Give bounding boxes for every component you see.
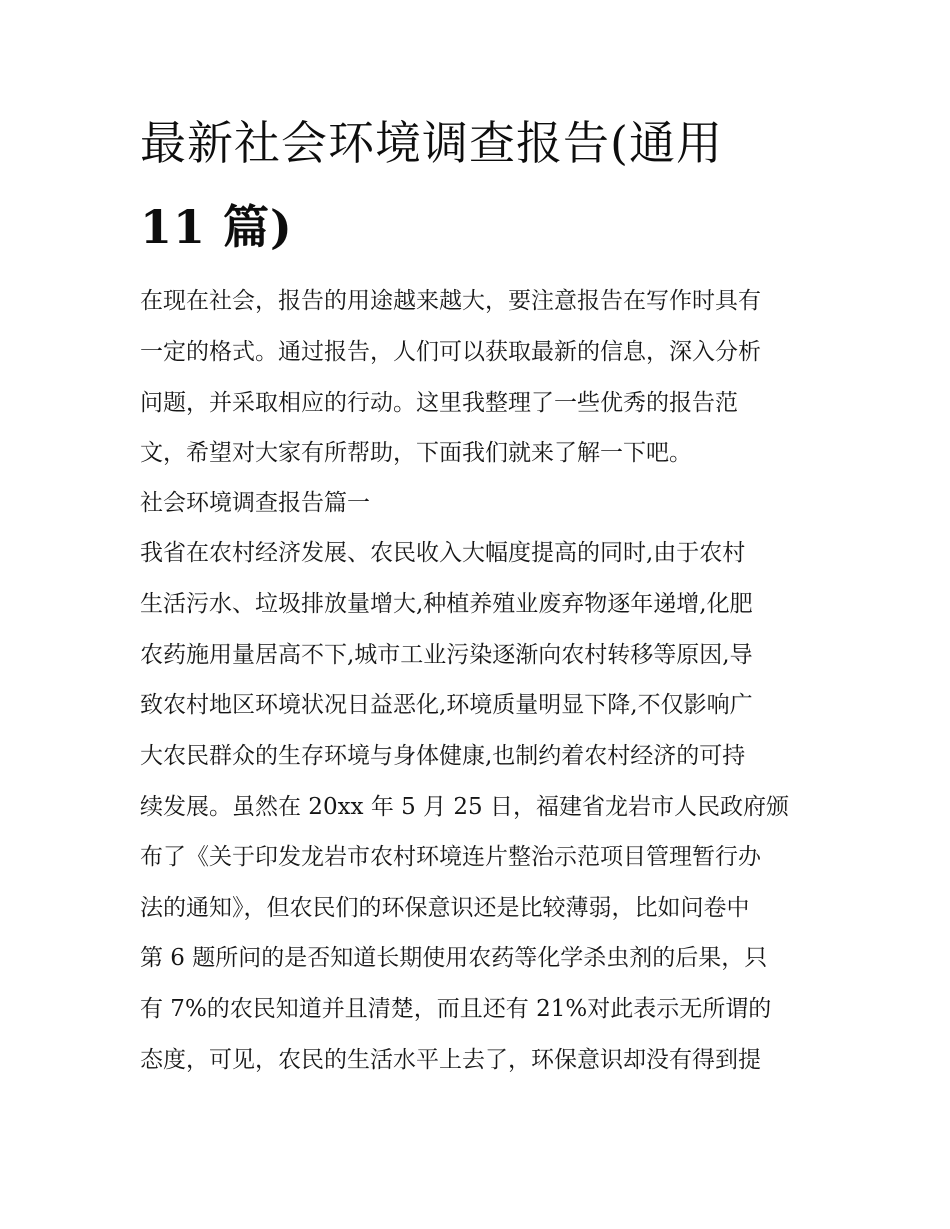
body-line-11: 续发展。虽然在 20xx 年 5 月 25 日，福建省龙岩市人民政府颁 bbox=[140, 794, 789, 820]
body-line-4: 文，希望对大家有所帮助，下面我们就来了解一下吧。 bbox=[140, 440, 692, 466]
body-line-6: 我省在农村经济发展、农民收入大幅度提高的同时,由于农村 bbox=[140, 540, 746, 566]
title-line-1: 最新社会环境调查报告(通用 bbox=[140, 116, 723, 170]
body-line-14: 第 6 题所问的是否知道长期使用农药等化学杀虫剂的后果，只 bbox=[140, 945, 768, 971]
body-line-9: 致农村地区环境状况日益恶化,环境质量明显下降,不仅影响广 bbox=[140, 692, 753, 718]
body-line-15: 有 7%的农民知道并且清楚，而且还有 21%对此表示无所谓的 bbox=[140, 996, 772, 1022]
body-line-10: 大农民群众的生存环境与身体健康,也制约着农村经济的可持 bbox=[140, 743, 746, 769]
body-line-1: 在现在社会，报告的用途越来越大，要注意报告在写作时具有 bbox=[140, 288, 761, 314]
body-line-12: 布了《关于印发龙岩市农村环境连片整治示范项目管理暂行办 bbox=[140, 844, 761, 870]
body-line-13: 法的通知》，但农民们的环保意识还是比较薄弱，比如问卷中 bbox=[140, 895, 750, 921]
title-line-2: 11 篇) bbox=[140, 200, 293, 254]
body-line-2: 一定的格式。通过报告，人们可以获取最新的信息，深入分析 bbox=[140, 339, 761, 365]
body-line-7: 生活污水、垃圾排放量增大,种植养殖业废弃物逐年递增,化肥 bbox=[140, 591, 753, 617]
body-line-3: 问题，并采取相应的行动。这里我整理了一些优秀的报告范 bbox=[140, 390, 738, 416]
section-heading: 社会环境调查报告篇一 bbox=[140, 490, 370, 516]
body-line-8: 农药施用量居高不下,城市工业污染逐渐向农村转移等原因,导 bbox=[140, 642, 753, 668]
body-line-16: 态度，可见，农民的生活水平上去了，环保意识却没有得到提 bbox=[140, 1047, 761, 1073]
